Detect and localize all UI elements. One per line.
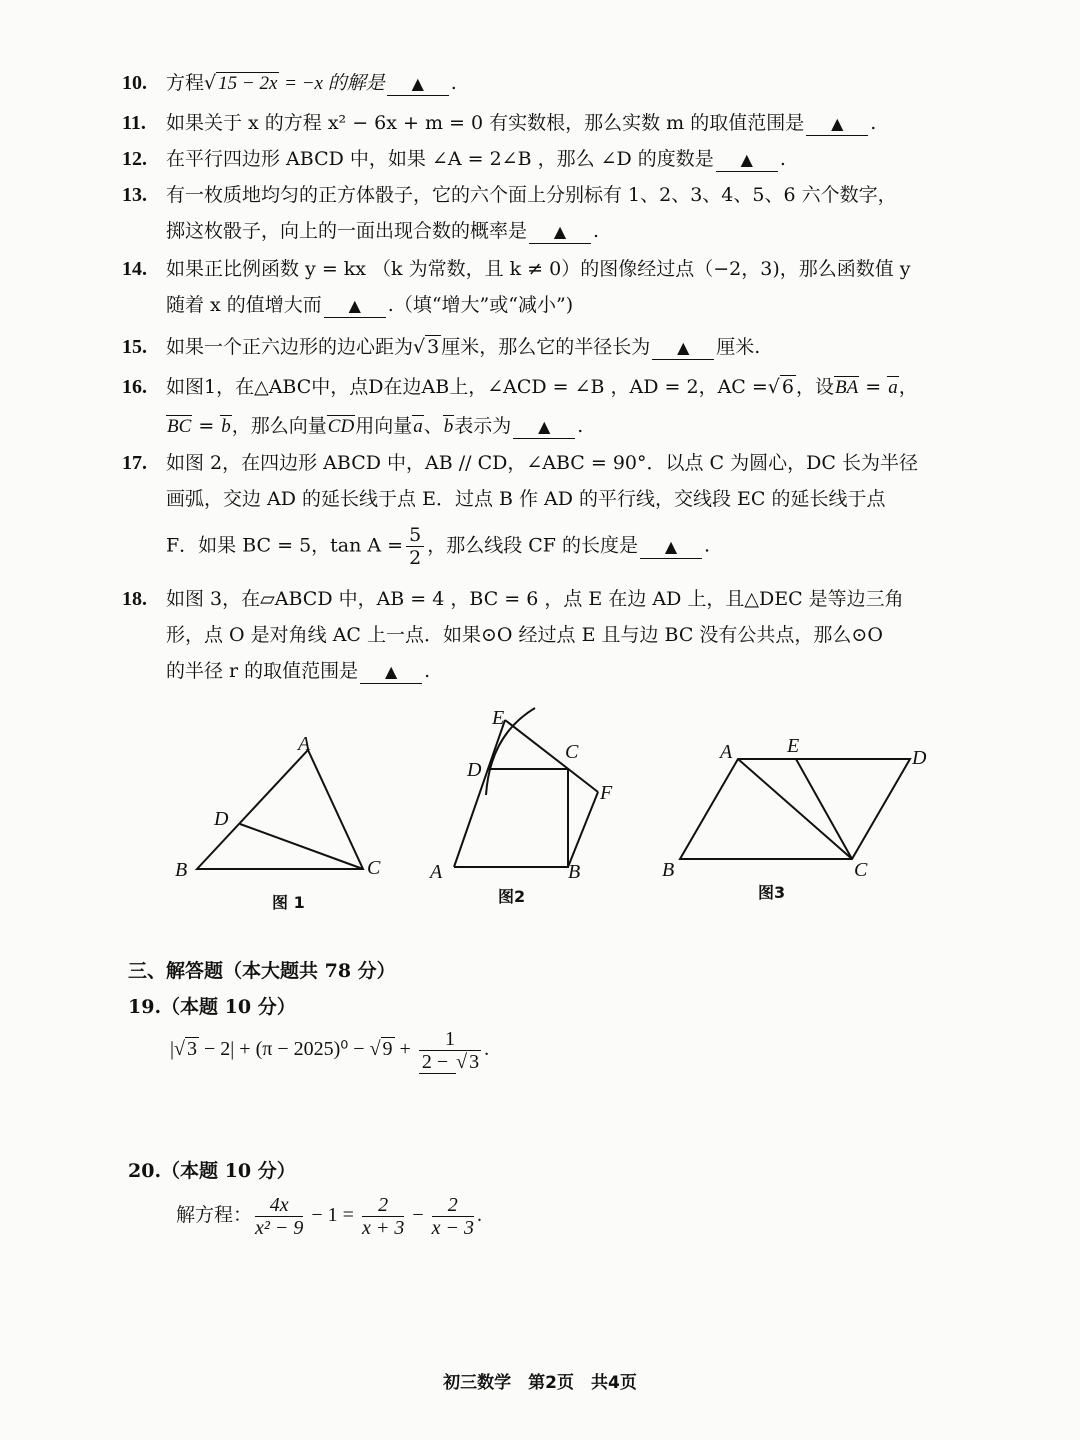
fig1-label-a: A (298, 733, 311, 755)
section-title: 三、解答题（本大题共 78 分） (128, 960, 396, 982)
question-20-header: 20.（本题 10 分） (128, 1160, 296, 1182)
fig1-label-b: B (175, 859, 188, 881)
fig3-label-c: C (854, 859, 868, 881)
fig2-label-a: A (430, 861, 443, 883)
figure-1-caption: 图 1 (272, 893, 305, 912)
answer-blank[interactable]: ▲ (513, 415, 575, 439)
question-15: 15. 如果一个正六边形的边心距为√ 3 厘米，那么它的半径长为 ▲ 厘米. (122, 336, 761, 358)
answer-blank[interactable]: ▲ (640, 535, 702, 559)
fraction: $\frac{5}{2}$ (406, 524, 424, 569)
fig2-label-b: B (568, 861, 581, 883)
fig1-label-d: D (214, 808, 229, 830)
figure-2-diagram (454, 708, 598, 867)
question-14: 14. 如果正比例函数 y = kx （k 为常数，且 k ≠ 0）的图像经过点（−2，3)，那么函数值 y 随着 x 的值增大而 ▲ .（填“增大”或“减小”) (122, 258, 911, 316)
figure-2-caption: 图2 (498, 887, 526, 906)
fraction: $\frac{2}{x - 3}$ (431, 1194, 474, 1239)
question-13: 13. 有一枚质地均匀的正方体骰子，它的六个面上分别标有 1、2、3、4、5、6 六个数字， 掷这枚骰子，向上的一面出现合数的概率是 ▲ . (122, 184, 897, 242)
answer-blank[interactable]: ▲ (716, 148, 778, 172)
figure-3-diagram (680, 759, 910, 859)
question-19-header: 19.（本题 10 分） (128, 996, 296, 1018)
question-20-equation: 解方程： $\frac{4x}{\text{x² − 9}}$ − 1 = $\frac{2}{x + 3}$ − $\frac{2}{x - 3}$ . (176, 1194, 482, 1239)
answer-blank[interactable]: ▲ (529, 220, 591, 244)
fig3-label-a: A (720, 741, 733, 763)
question-number: 10. (122, 72, 147, 94)
fig1-label-c: C (367, 857, 381, 879)
fig2-label-f: F (600, 782, 613, 804)
fraction: $\frac{2}{x + 3}$ (361, 1194, 405, 1239)
fig3-label-b: B (662, 859, 675, 881)
fig2-label-d: D (467, 759, 482, 781)
answer-blank[interactable]: ▲ (387, 72, 449, 96)
fig3-label-d: D (912, 747, 927, 769)
question-12: 12. 在平行四边形 ABCD 中，如果 ∠A = 2∠B ，那么 ∠D 的度数是 ▲ . (122, 148, 786, 170)
answer-blank[interactable]: ▲ (652, 336, 714, 360)
answer-blank[interactable]: ▲ (324, 294, 386, 318)
question-11: 11. 如果关于 x 的方程 x² − 6x + m = 0 有实数根，那么实数 m 的取值范围是 ▲ . (122, 112, 877, 134)
fraction: $\frac{4x}{\text{x² − 9}}$ (255, 1194, 304, 1239)
fig3-label-e: E (787, 735, 800, 757)
question-19-expression: |√ 3 − 2| + (π − 2025)⁰ − √ 9 + $\frac{1}{2 - √ 3}$ . (170, 1028, 490, 1073)
page-footer: 初三数学 第2页 共4页 (443, 1373, 637, 1393)
question-16: 16. 如图1，在△ABC中，点D在边AB上，∠ACD = ∠B ，AD = 2，AC =√ 6 ，设BA = a， BC = b，那么向量CD用向量a、b表示为 ▲ . (122, 376, 918, 437)
question-18: 18. 如图 3，在▱ABCD 中，AB = 4 ，BC = 6 ，点 E 在边 AD 上，且△DEC 是等边三角 形，点 O 是对角线 AC 上一点．如果⊙O 经过点 E 且与边 BC 没有公共点，那么⊙O 的半径 r 的取值范围是 ▲ . (122, 588, 904, 682)
question-10: 10. 方程√ 15 − 2x = −x 的解是 ▲ . (122, 68, 982, 99)
question-17: 17. 如图 2，在四边形 ABCD 中，AB // CD，∠ABC = 90°．以点 C 为圆心，DC 长为半径 画弧，交边 AD 的延长线于点 E．过点 B 作 AD 的平行线，交线段 EC 的延长线于点 F．如果 BC = 5，tan A = $\frac{5}{2}$ ，那么线段 CF 的长度是 ▲ . (122, 452, 918, 569)
fraction: $\frac{1}{2 - √ 3}$ (419, 1028, 481, 1073)
fig2-label-c: C (565, 741, 579, 763)
answer-blank[interactable]: ▲ (806, 112, 868, 136)
figures (0, 700, 1080, 960)
answer-blank[interactable]: ▲ (360, 660, 422, 684)
figure-3-caption: 图3 (758, 883, 786, 902)
fig2-label-e: E (492, 707, 505, 729)
